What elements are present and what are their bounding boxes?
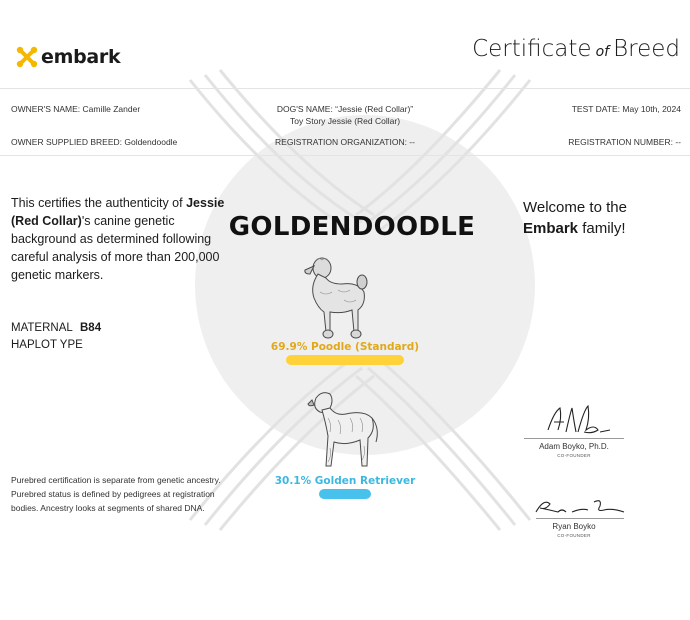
welcome-brand: Embark bbox=[523, 220, 579, 237]
dog-name-line1: DOG'S NAME: “Jessie (Red Collar)” bbox=[276, 104, 414, 114]
ryan-boyko-signature bbox=[532, 494, 628, 518]
dog-name bbox=[230, 103, 460, 127]
poodle-percentage-label: 69.9% Poodle (Standard) bbox=[270, 341, 420, 353]
poodle-percentage-bar bbox=[286, 355, 404, 365]
signature-line-2 bbox=[536, 518, 624, 519]
signature-role-1: CO-FOUNDER bbox=[557, 453, 591, 458]
title-word-breed: Breed bbox=[613, 36, 680, 62]
test-date: TEST DATE: May 10th, 2024 bbox=[571, 104, 681, 114]
standard-poodle-illustration bbox=[300, 252, 380, 340]
certify-pre: This certifies the authenticity of bbox=[11, 196, 187, 210]
welcome-message bbox=[523, 197, 627, 239]
certify-dog-name: Jessie (Red Collar) bbox=[11, 196, 225, 228]
welcome-post: family! bbox=[578, 220, 626, 237]
signature-role-2: CO-FOUNDER bbox=[557, 533, 591, 538]
maternal-label-2: HAPLOT YPE bbox=[11, 339, 83, 351]
breed-title: GOLDENDOODLE bbox=[228, 212, 476, 242]
golden-retriever-percentage-label: 30.1% Golden Retriever bbox=[274, 475, 416, 487]
golden-retriever-percentage-bar bbox=[319, 489, 371, 499]
certificate-title bbox=[472, 36, 680, 62]
adam-boyko-signature bbox=[544, 404, 614, 438]
welcome-line1: Welcome to the bbox=[523, 199, 627, 216]
registration-organization: REGISTRATION ORGANIZATION: -- bbox=[275, 137, 415, 147]
maternal-haplotype-value: B84 bbox=[80, 322, 102, 334]
dog-name-line2: Toy Story Jessie (Red Collar) bbox=[289, 116, 401, 126]
owner-name: OWNER'S NAME: Camille Zander bbox=[11, 104, 141, 114]
golden-retriever-illustration bbox=[306, 388, 382, 472]
embark-logo[interactable] bbox=[16, 44, 120, 70]
registration-number: REGISTRATION NUMBER: -- bbox=[568, 137, 681, 147]
title-word-of: of bbox=[595, 44, 610, 60]
owner-supplied-breed: OWNER SUPPLIED BREED: Goldendoodle bbox=[11, 137, 178, 147]
signature-name-1: Adam Boyko, Ph.D. bbox=[539, 442, 609, 451]
purebred-disclaimer: Purebred certification is separate from genetic ancestry. Purebred status is defined by pedigrees at registration bodies. Ancestry looks at segments of shared DNA. bbox=[11, 475, 221, 513]
logo-text: embark bbox=[41, 46, 121, 68]
signature-name-2: Ryan Boyko bbox=[552, 522, 596, 531]
embark-logo-icon bbox=[16, 46, 38, 68]
maternal-haplotype bbox=[11, 320, 102, 354]
divider-meta bbox=[0, 155, 690, 156]
title-word-certificate: Certificate bbox=[472, 36, 592, 62]
certify-post: 's canine genetic background as determined following careful analysis of more than 200,000 genetic markers. bbox=[11, 214, 220, 282]
maternal-label-1: MATERNAL bbox=[11, 322, 73, 334]
divider-top bbox=[0, 88, 690, 89]
signature-line-1 bbox=[524, 438, 624, 439]
